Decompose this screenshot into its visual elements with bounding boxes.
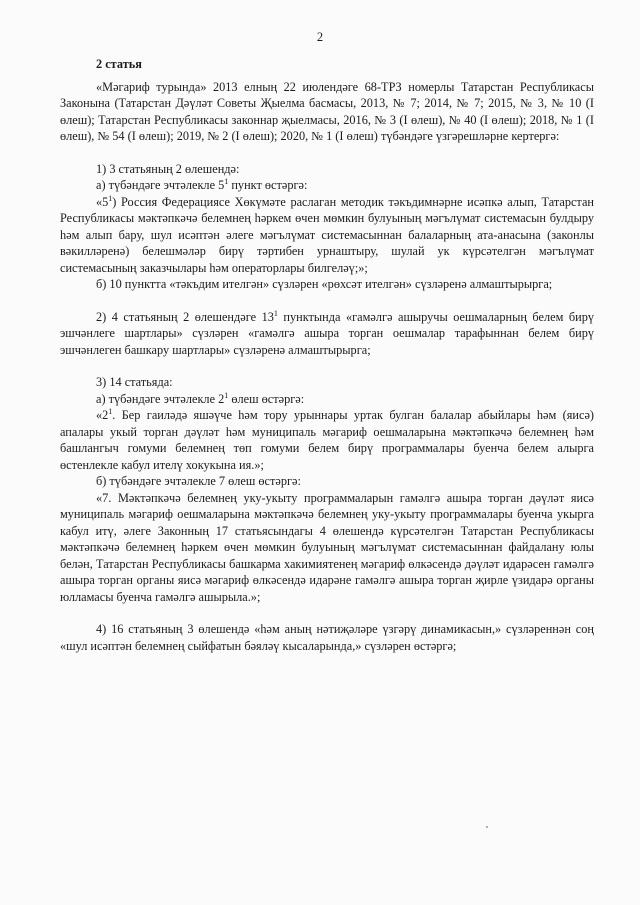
item3-quote7: «7. Мәктәпкәчә белемнең уку-укыту программаларын гамәлгә ашыра торган дәүләт яисә муниципаль мәгариф оешмаларына мәктәпкәчә белемнең уку-укыту программалары буенча укырга кабул итү, әлеге Законның 17 статьясындагы 4 өлешендә күрсәтелгән Татарстан Республикасы мәктәпкәчә белемнең һәркем өчен мөмкин булуының мәгълүмат системасыннан файдалану юлы белән, Татарстан Республикасы башкарма хакимиятенең мәгариф өлкәсендә дәүләт идарәсен гамәлгә ашыра торган органы яисә мәгариф өлкәсендә идарәне гамәлгә ашыра торган җирле үзидарә органы юлламасы буенча гамәлгә ашырыла.»; [60, 490, 594, 604]
item4-paragraph: 4) 16 статьяның 3 өлешендә «һәм аның нәтиҗәләре үзгәрү динамикасын,» сүзләреннән соң «шул исәптән белемнең сыйфатын бәяләү кысаларында,» сүзләрен өстәргә; [60, 622, 594, 653]
item3-title: 3) 14 статьяда: [96, 375, 173, 389]
item1-subitem-b: б) 10 пунктта «тәкъдим ителгән» сүзләрен «рөхсәт ителгән» сүзләренә алмаштырырга; [96, 277, 553, 291]
document-body [60, 56, 594, 654]
spacer [60, 358, 594, 374]
item3-subitem-b: б) түбәндәге эчтәлекле 7 өлеш өстәргә: [96, 474, 301, 488]
item2-paragraph: 2) 4 статьяның 2 өлешендәге $13^1$ пунктында «гамәлгә ашыручы оешмаларның белем бирү эшчәнлеге шартлары» сүзләрен «гамәлгә ашыра торган оешмалар тарафыннан белем бирү эшчәнлеген башкару шартлары» сүзләренә алмаштырырга; [60, 308, 594, 357]
spacer [60, 605, 594, 621]
item1-quote: «$5^1$) Россия Федерациясе Хөкүмәте раслаган методик тәкъдимнәрне исәпкә алып, Татарстан Республикасы мәктәпкәчә белемнең һәркем өчен мөмкин булуының мәгълүмат системасын булдыру һәм алып бару, шул исәптән әлеге мәгълүмат системасыннан балаларның ата-анасына (законлы вәкилләренә) белешмәләр бирү тәртибен урнаштыру, шулай ук күрсәтелгән мәгълүмат системасының заказчылары һәм операторлары билгеләү;»; [60, 193, 594, 275]
item3-quote: «$2^1$. Бер гаиләдә яшәүче һәм тору урыннары уртак булган балалар абыйлары һәм (яисә) апалары укый торган дәүләт һәм муниципаль мәгариф оешмаларына мәктәпкәчә белемнең һәм башлангыч гомуми белемнең төп гомуми белем бирү программалары буенча белем алырга өстенлекле кабул ителү хокукына ия.»; [60, 407, 594, 472]
page-number: 2 [316, 30, 324, 44]
item1-title: 1) 3 статьяның 2 өлешендә: [96, 161, 240, 176]
spacer [60, 145, 594, 161]
intro-paragraph: «Мәгариф турында» 2013 елның 22 июлендәге 68-ТРЗ номерлы Татарстан Республикасы Законына (Татарстан Дәүләт Советы Җыелма басмасы, 2013, № 7; 2014, № 7; 2015, № 3, № 10 (I өлеш); Татарстан Республикасы законнар җыелмасы, 2016, № 3 (I өлеш), № 40 (I өлеш); 2018, № 1 (I өлеш), № 54 (I өлеш); 2019, № 2 (I өлеш); 2020, № 1 (I өлеш) түбәндәге үзгәрешләрне кертергә: [60, 79, 594, 143]
spacer [60, 293, 594, 309]
item1-subitem-a: а) түбәндәге эчтәлекле $5^1$ пункт өстәргә: [96, 177, 308, 192]
scan-speck [486, 826, 488, 828]
article-heading: 2 статья [96, 57, 142, 71]
item3-subitem-a: а) түбәндәге эчтәлекле $2^1$ өлеш өстәргә: [96, 390, 305, 406]
